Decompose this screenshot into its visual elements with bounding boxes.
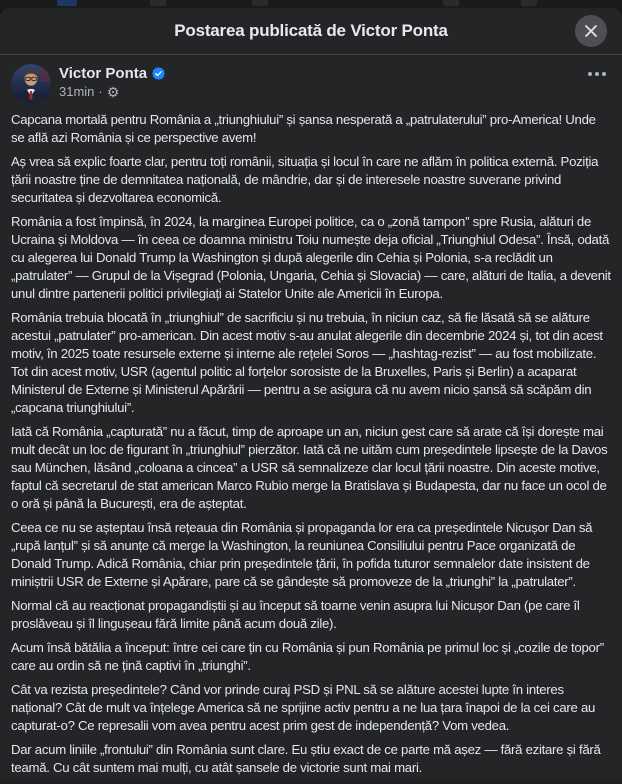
ellipsis-icon — [602, 72, 606, 76]
post-paragraph: Cât va rezista președintele? Când vor prinde curaj PSD și PNL să se alăture acestei lupte în interes național? Cât de mult va înțelege America să ne sprijine activ pentru a ne lua țara înapoi de la cei care au capturat-o? Ce represalii vom avea pentru acest prim gest de independență? Vom vedea. — [11, 682, 596, 733]
ellipsis-icon — [588, 72, 592, 76]
timestamp[interactable]: 31min — [59, 84, 95, 99]
background-navbar-icon — [252, 0, 268, 6]
post-paragraph: România a fost împinsă, în 2024, la marginea Europei politice, ca o „zonă tampon” spre Rusia, alături de Ucraina și Moldova — în ceea ce doamna ministru Toiu numește deja oficial „Triunghiul Odesa”. Însă, odată cu alegerea lui Donald Trump la Washington și după alegerile din Cehia și Polonia, s-a reclădit un „patrulater” — Grupul de la Vișegrad (Polonia, Ungaria, Cehia și Slovacia) — care, alături de Italia, a devenit unul dintre partenerii politici privilegiați ai Statelor Unite ale Americii în Europa. — [11, 214, 611, 301]
post-paragraph: Aș vrea să explic foarte clar, pentru toți românii, situația și locul în care ne aflăm în politica externă. Poziția țării noastre ține de demnitatea națională, de mândrie, dar și de interesele noastre suverane privind securitatea și dezvoltarea economică. — [11, 154, 599, 205]
dialog-title: Postarea publicată de Victor Ponta — [174, 21, 448, 40]
author-block — [59, 64, 165, 99]
author-name[interactable]: Victor Ponta — [59, 65, 148, 82]
post-dialog — [0, 8, 622, 784]
post-body — [0, 108, 622, 777]
background-navbar-icon — [57, 0, 77, 6]
privacy-gear-icon: ⚙ — [106, 83, 120, 100]
post-paragraph: Ceea ce nu se așteptau însă rețeaua din România și propaganda lor era ca președintele Nicușor Dan să „rupă lanțul” și să anunțe că merge la Washington, la reuniunea Consiliului pentru Pace organizată de Donald Trump. Adică România, chiar prin președintele țării, în pofida tuturor semnalelor date insistent de miniștrii USR de Externe și Apărare, pare că se gândește să promoveze de la „triunghi” la „patrulater”. — [11, 520, 593, 589]
post-paragraph: Iată că România „capturată” nu a făcut, timp de aproape un an, niciun gest care să arate că își dorește mai mult decât un loc de figurant în „triunghiul” pierzător. Iată că ne uităm cum președintele lipsește de la Davos sau München, lăsând „coloana a cincea” a USR să semnalizeze clar locul țării noastre. Din aceste motive, faptul că secretarul de stat american Marco Rubio merge la Bratislava și Budapesta, dar nu face un ocol de o oră și până la București, era de așteptat. — [11, 424, 608, 511]
next-attachment-edge — [0, 779, 622, 784]
post-paragraph: Dar acum liniile „frontului” din România sunt clare. Eu știu exact de ce parte mă așez — fără ezitare și fără teamă. Cu cât suntem mai mulți, cu atât șansele de victorie sunt mai mari. — [11, 742, 601, 775]
background-navbar-icon — [150, 0, 166, 6]
post-paragraph: România trebuia blocată în „triunghiul” de sacrificiu și nu trebuia, în niciun caz, să fie lăsată să se alăture acestui „patrulater” pro-american. Din acest motiv s-au anulat alegerile din decembrie 2024 și, tot din acest motiv, în 2025 toate resursele externe și interne ale rețelei Soros — „hashtag-rezist” — au fost mobilizate. Tot din acest motiv, USR (agentul politic al forțelor sorosiste de la Bruxelles, Paris și Berlin) a acaparat Ministerul de Externe și Ministerul Apărării — pentru a se asigura că nu avem nicio șansă să scăpăm din „capcana triunghiului”. — [11, 310, 603, 415]
avatar-image — [11, 64, 51, 104]
avatar[interactable] — [11, 64, 51, 104]
background-navbar-icon — [443, 0, 459, 6]
background-navbar-icon — [521, 0, 537, 6]
post-paragraph: Acum însă bătălia a început: între cei care țin cu România și pun România pe primul loc și „cozile de topor” care au ordin să ne țină captivi în „triunghi”. — [11, 640, 604, 673]
meta-separator: · — [98, 84, 103, 99]
verified-badge-icon — [152, 67, 165, 80]
post-paragraph: Normal că au reacționat propagandiștii și au început să toarne venin asupra lui Nicușor Dan (pe care îl proslăveau și îl lingușeau fără limite până acum două zile). — [11, 598, 580, 631]
close-button[interactable] — [575, 15, 607, 47]
post-meta — [59, 84, 165, 99]
post-options-button[interactable] — [584, 68, 610, 80]
post-header — [0, 55, 622, 108]
dialog-header — [0, 8, 622, 55]
post-paragraph: Capcana mortală pentru România a „triunghiului” și șansa nesperată a „patrulaterului” pro-America! Unde se află azi România și ce perspective avem! — [11, 112, 596, 145]
ellipsis-icon — [595, 72, 599, 76]
close-icon — [583, 23, 599, 39]
